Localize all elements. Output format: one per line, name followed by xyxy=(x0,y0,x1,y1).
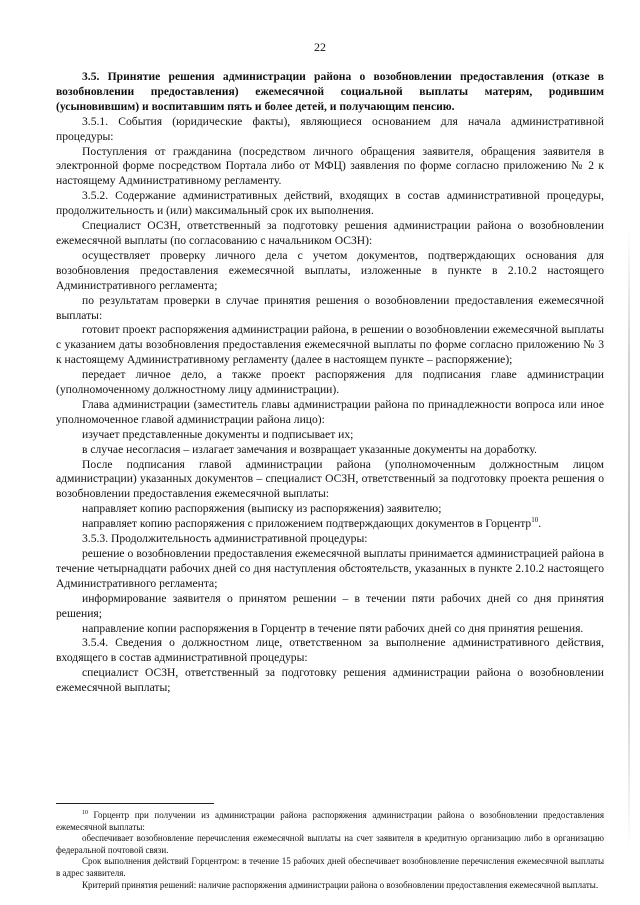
paragraph: 3.5.1. События (юридические факты), являющиеся основанием для начала административной процедуры: xyxy=(56,114,604,143)
paragraph: по результатам проверки в случае принятия решения о возобновлении предоставления ежемесячной выплаты: xyxy=(56,293,604,322)
paragraph: в случае несогласия – излагает замечания и возвращает указанные документы на доработку. xyxy=(82,442,537,456)
page-number: 22 xyxy=(314,40,326,54)
footnotes xyxy=(56,810,604,891)
paragraph: изучает представленные документы и подписывает их; xyxy=(82,427,354,441)
paragraph: направление копии распоряжения в Горцентр в течение пяти рабочих дней со дня принятия решения. xyxy=(82,621,584,635)
footnote-item: обеспечивает возобновление перечисления ежемесячной выплаты на счет заявителя в кредитную организацию либо в организацию федеральной почтовой связи. xyxy=(56,833,604,855)
paragraph: направляет копию распоряжения (выписку из распоряжения) заявителю; xyxy=(82,502,442,516)
footnote-item: Критерий принятия решений: наличие распоряжения администрации района о возобновлении предоставления ежемесячной выплаты. xyxy=(82,879,599,890)
paragraph: После подписания главой администрации района (уполномоченным должностным лицом администрации) указанных документов – специалист ОСЗН, ответственный за подготовку проекта решения о возобновлении предоставления ежемесячной выплаты: xyxy=(56,457,604,501)
paragraph: 3.5.2. Содержание административных действий, входящих в состав административной процедуры, продолжительность и (или) максимальный срок их выполнения. xyxy=(56,189,604,218)
paragraph: Глава администрации (заместитель главы администрации района по принадлежности вопроса или иное уполномоченное главой администрации района лицо): xyxy=(56,397,604,426)
paragraph: 3.5.4. Сведения о должностном лице, ответственном за выполнение административного действия, входящего в состав административной процедуры: xyxy=(56,636,604,665)
paragraph: решение о возобновлении предоставления ежемесячной выплаты принимается администрацией района в течение четырнадцати рабочих дней со дня наступления обстоятельств, указанных в пункте 2.10.2 настоящего Административного регламента; xyxy=(56,547,604,590)
paragraph: Специалист ОСЗН, ответственный за подготовку решения администрации района о возобновлении ежемесячной выплаты (по согласованию с начальником ОСЗН): xyxy=(56,219,604,247)
footnote-reference: 10 xyxy=(531,516,539,525)
paragraph: специалист ОСЗН, ответственный за подготовку решения администрации района о возобновлении ежемесячной выплаты; xyxy=(56,666,604,695)
footnote-marker: 10 xyxy=(82,810,88,816)
footnote-text: Горцентр при получении из администрации района распоряжения администрации района о возобновлении предоставления ежемесячной выплаты: xyxy=(56,810,604,832)
paragraph: информирование заявителя о принятом решении – в течении пяти рабочих дней со дня принятия решения; xyxy=(56,591,604,620)
section-heading: 3.5. Принятие решения администрации района о возобновлении предоставления (отказе в возобновлении предоставления) ежемесячной социальной выплаты матерям, родившим (усыновившим) и воспитавшим пять и более детей, и получающим пенсию. xyxy=(56,70,604,113)
paragraph: готовит проект распоряжения администрации района, в решении о возобновлении ежемесячной выплаты с указанием даты возобновления предоставления ежемесячной выплаты по форме согласно приложению № 3 к настоящему Административному регламенту (далее в настоящем пункте – распоряжение); xyxy=(56,323,604,367)
document-body xyxy=(56,70,604,696)
footnote-item xyxy=(56,810,604,833)
paragraph-text: направляет копию распоряжения с приложением подтверждающих документов в Горцентр xyxy=(82,517,532,531)
paragraph: 3.5.3. Продолжительность административной процедуры: xyxy=(82,532,368,546)
paragraph: Поступления от гражданина (посредством личного обращения заявителя, обращения заявителя в электронной форме посредством Портала либо от МФЦ) заявления по форме согласно приложению № 2 к настоящему Административному регламенту. xyxy=(56,144,604,188)
paragraph: осуществляет проверку личного дела с учетом документов, подтверждающих основания для возобновления предоставления ежемесячной выплаты, изложенные в пункте в 2.10.2 настоящего Административного регламента; xyxy=(56,248,604,292)
paragraph: передает личное дело, а также проект распоряжения для подписания главе администрации (уполномоченному должностному лицу администрации). xyxy=(56,368,604,397)
paragraph-with-footnote: направляет копию распоряжения с приложением подтверждающих документов в Горцентр$^{10}$. xyxy=(82,516,542,531)
scan-edge-shadow xyxy=(628,230,630,850)
footnote-item: Срок выполнения действий Горцентром: в течение 15 рабочих дней обеспечивает возобновление перечисления ежемесячной выплаты в адрес заявителя. xyxy=(56,856,604,878)
footnote-divider xyxy=(56,803,214,804)
